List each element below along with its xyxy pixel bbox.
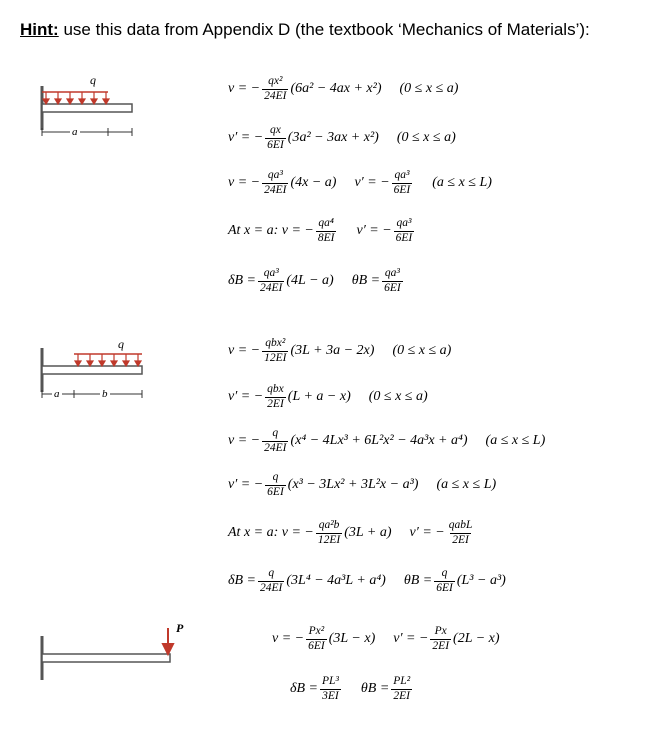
case3-eq2: δB = $\frac{\text{PL³}}{3EI}$ θB = $\frac{\text{PL²}}{2EI}$ (290, 675, 411, 702)
hint-label: Hint: (20, 20, 59, 39)
case1-dim-a: a (72, 126, 78, 138)
case1-load-label: q (90, 73, 96, 87)
case2-eq1: v = − $\frac{\text{qbx²}}{12EI}$ (3L + 3a − 2x) (0 ≤ x ≤ a) (228, 337, 452, 364)
case1-eq3: v = − $\frac{\text{qa³}}{24EI}$ (4x − a) v′ = − $\frac{\text{qa³}}{6EI}$ (a ≤ x ≤ L) (228, 169, 492, 196)
hint-body: use this data from Appendix D (the textbook ‘Mechanics of Materials’): (58, 20, 590, 39)
case1-eq5: δB = $\frac{\text{qa³}}{24EI}$ (4L − a) θB = $\frac{\text{qa³}}{6EI}$ (228, 267, 401, 294)
case3-beam (42, 654, 170, 662)
case2-eq6: δB = $\frac{q}{24EI}$ (3L⁴ − 4a³L + a⁴) θB = $\frac{q}{6EI}$ (L³ − a³) (228, 567, 506, 594)
case3-point-load-arrow (163, 628, 173, 654)
case2-dim-b: b (102, 388, 108, 400)
case2-eq5: At x = a: v = − $\frac{\text{qa²b}}{12EI}$ (3L + a) v′ = − $\frac{\text{qabL}}{2EI}$ (228, 519, 473, 546)
case2-beam (42, 366, 142, 374)
case3-beam-diagram (38, 622, 188, 682)
case1-eq2: v′ = − $\frac{qx}{6EI}$ (3a² − 3ax + x²) (0 ≤ x ≤ a) (228, 124, 456, 151)
case3-eq1: v = − $\frac{\text{Px²}}{6EI}$ (3L − x) v′ = − $\frac{Px}{2EI}$ (2L − x) (272, 625, 500, 652)
case2-load-label: q (118, 337, 124, 351)
case2-eq2: v′ = − $\frac{\text{qbx}}{2EI}$ (L + a − x) (0 ≤ x ≤ a) (228, 383, 428, 410)
case2-dim-a: a (54, 388, 60, 400)
case2-eq3: v = − $\frac{q}{24EI}$ (x⁴ − 4Lx³ + 6L²x² − 4a³x + a⁴) (a ≤ x ≤ L) (228, 427, 546, 454)
case1-eq1: v = − $\frac{\text{qx²}}{24EI}$ (6a² − 4ax + x²) (0 ≤ x ≤ a) (228, 75, 459, 102)
case1-eq4: At x = a: v = − $\frac{\text{qa⁴}}{8EI}$ v′ = − $\frac{\text{qa³}}{6EI}$ (228, 217, 413, 244)
case1-dimension-line (42, 128, 132, 136)
case1-beam (42, 104, 132, 112)
case2-eq4: v′ = − $\frac{q}{6EI}$ (x³ − 3Lx² + 3L²x − a³) (a ≤ x ≤ L) (228, 471, 497, 498)
case2-load-arrows (75, 354, 141, 366)
case3-load-label: P (176, 621, 184, 635)
hint-text (20, 20, 590, 40)
case1-beam-diagram (38, 78, 138, 138)
case1-load-arrows (43, 92, 109, 104)
